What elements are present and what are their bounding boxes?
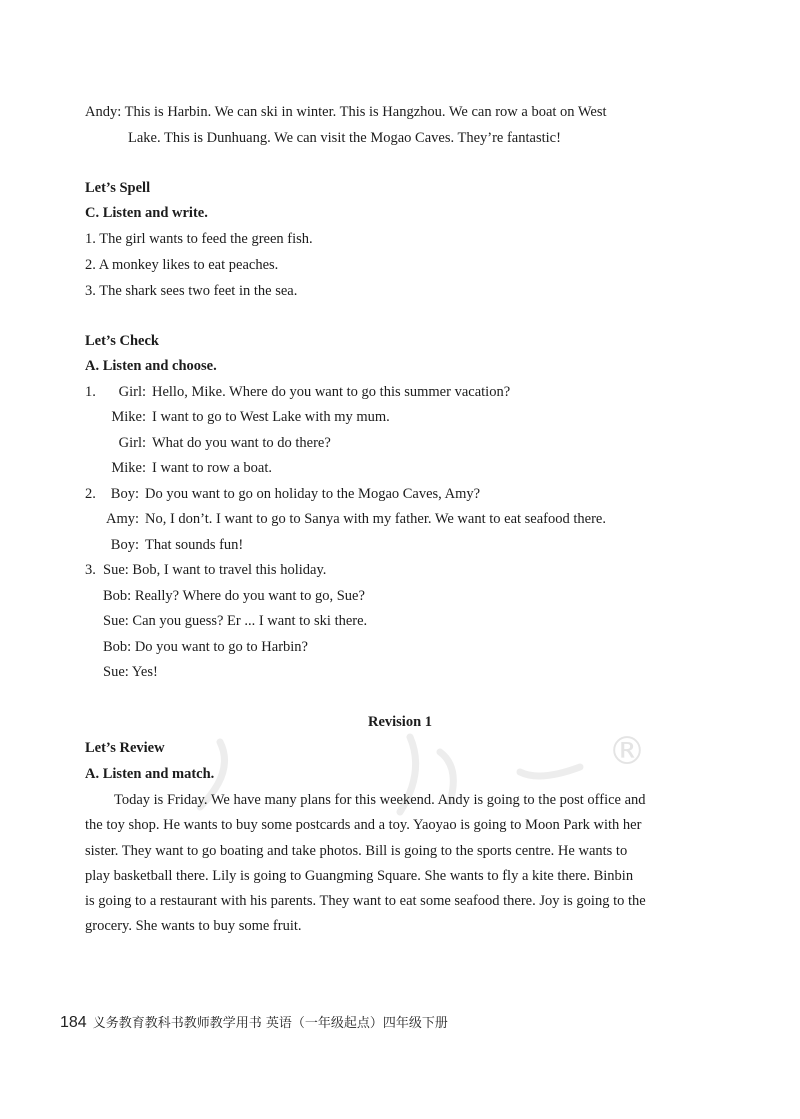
page-footer [60, 1012, 448, 1032]
q1-speaker-3: Girl: [118, 435, 146, 451]
q2-speaker-1: Boy: [110, 486, 139, 502]
q3-line-3: Sue: Can you guess? Er ... I want to ski there. [103, 613, 368, 629]
q2-text-3: That sounds fun! [145, 537, 244, 553]
speaker-andy: Andy: [85, 104, 122, 120]
q2-speaker-3: Boy: [110, 537, 139, 553]
q1-text-2: I want to go to West Lake with my mum. [152, 409, 390, 425]
q2-speaker-2: Amy: [105, 511, 139, 527]
q1-text-1: Hello, Mike. Where do you want to go this summer vacation? [152, 384, 511, 400]
andy-line-1 [85, 103, 607, 121]
q2-number: 2. [85, 486, 96, 502]
q1-speaker-2: Mike: [111, 409, 146, 425]
q3-line-1: Sue: Bob, I want to travel this holiday. [103, 562, 327, 578]
subheading-listen-write: C. Listen and write. [85, 205, 208, 221]
section-heading-review: Let’s Review [85, 740, 165, 756]
section-heading-spell: Let’s Spell [85, 180, 151, 196]
review-para-line-3: sister. They want to go boating and take photos. Bill is going to the sports centre. He wants to [85, 843, 628, 859]
page-number: 184 [60, 1014, 87, 1031]
revision-title: Revision 1 [367, 714, 433, 730]
book-title: 义务教育教科书教师教学用书 英语（一年级起点）四年级下册 [92, 1016, 448, 1031]
q2-text-2: No, I don’t. I want to go to Sanya with my father. We want to eat seafood there. [145, 511, 606, 527]
q1-text-4: I want to row a boat. [152, 460, 272, 476]
q1-text-3: What do you want to do there? [152, 435, 331, 451]
registered-mark: ® [608, 729, 646, 773]
review-para-line-5: is going to a restaurant with his parents. They want to eat some seafood there. Joy is going to the [85, 893, 646, 909]
q3-line-5: Sue: Yes! [103, 664, 158, 680]
q3-number: 3. [85, 562, 96, 578]
andy-line-2: Lake. This is Dunhuang. We can visit the Mogao Caves. They’re fantastic! [128, 130, 561, 146]
q3-line-2: Bob: Really? Where do you want to go, Sue? [103, 588, 365, 604]
review-para-line-6: grocery. She wants to buy some fruit. [85, 918, 302, 934]
q3-line-4: Bob: Do you want to go to Harbin? [103, 639, 308, 655]
q2-text-1: Do you want to go on holiday to the Mogao Caves, Amy? [145, 486, 481, 502]
subheading-listen-choose: A. Listen and choose. [85, 358, 217, 374]
review-para-line-4: play basketball there. Lily is going to Guangming Square. She wants to fly a kite there. Binbin [85, 868, 634, 884]
q1-speaker-4: Mike: [111, 460, 146, 476]
review-para-line-2: the toy shop. He wants to buy some postcards and a toy. Yaoyao is going to Moon Park with her [85, 817, 642, 833]
q1-number: 1. [85, 384, 96, 400]
subheading-listen-match: A. Listen and match. [85, 766, 215, 782]
spell-item-2: 2. A monkey likes to eat peaches. [85, 257, 279, 273]
spell-item-1: 1. The girl wants to feed the green fish. [85, 231, 313, 247]
review-para-line-1: Today is Friday. We have many plans for this weekend. Andy is going to the post office and [114, 792, 646, 808]
andy-text-1: This is Harbin. We can ski in winter. This is Hangzhou. We can row a boat on West [124, 104, 607, 120]
spell-item-3: 3. The shark sees two feet in the sea. [85, 283, 298, 299]
q1-speaker-1: Girl: [118, 384, 146, 400]
section-heading-check: Let’s Check [85, 333, 159, 349]
